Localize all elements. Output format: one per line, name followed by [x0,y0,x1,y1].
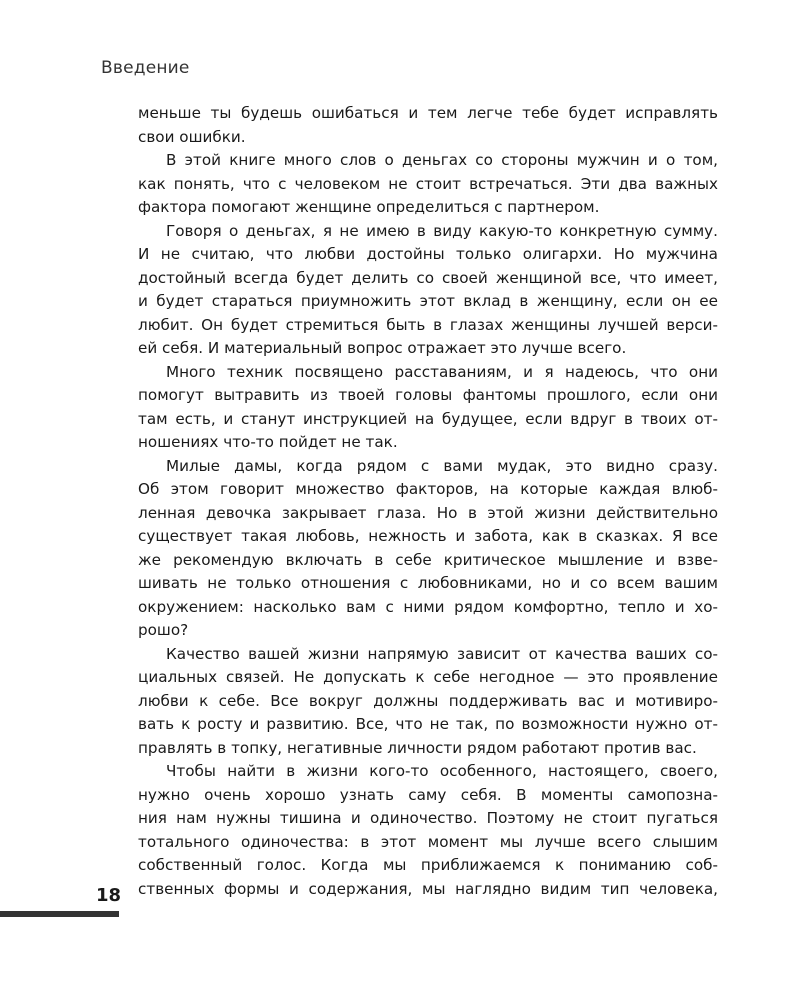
text-line: Говоря о деньгах, я не имею в виду какую-то конкретную сумму. [166,221,718,240]
text-line: Милые дамы, когда рядом с вами мудак, это видно сразу. [166,456,718,475]
text-line: шивать не только отношения с любовниками, но и со всем вашим [138,574,718,592]
text-line: рошо? [138,621,189,639]
text-line: Качество вашей жизни напрямую зависит от качества ваших со- [166,644,718,663]
text-line: ния нам нужны тишина и одиночество. Поэтому не стоит пугаться [138,809,718,827]
text-line: же рекомендую включать в себе критическое мышление и взве- [138,550,718,569]
text-line: помогут вытравить из твоей головы фантомы прошлого, если они [138,386,718,404]
text-line: ственных формы и содержания, мы наглядно видим тип человека, [138,879,718,898]
text-line: собственный голос. Когда мы приближаемся к пониманию соб- [138,856,718,874]
text-line: правлять в топку, негативные личности рядом работают против вас. [138,738,697,757]
text-line: как понять, что с человеком не стоит встречаться. Эти два важных [138,174,718,193]
text-line: Чтобы найти в жизни кого-то особенного, настоящего, своего, [166,762,718,780]
text-line: нужно очень хорошо узнать саму себя. В моменты самопозна- [138,785,718,804]
text-line: ей себя. И материальный вопрос отражает это лучше всего. [138,339,627,357]
text-line: там есть, и станут инструкцией на будущее, если вдруг в твоих от- [138,409,718,428]
text-line: Много техник посвящено расставаниям, и я надеюсь, что они [166,362,718,381]
text-line: любит. Он будет стремиться быть в глазах женщины лучшей верси- [138,315,718,334]
running-header: Введение [101,58,190,78]
text-line: ношениях что-то пойдет не так. [138,433,398,451]
text-line: тотального одиночества: в этот момент мы лучше всего слышим [138,832,718,851]
text-line: ленная девочка закрывает глаза. Но в этой жизни действительно [138,503,718,522]
text-line: окружением: насколько вам с ними рядом комфортно, тепло и хо- [138,597,718,616]
text-line: циальных связей. Не допускать к себе негодное — это проявление [138,668,718,686]
text-line: существует такая любовь, нежность и забота, как в сказках. Я все [138,527,718,545]
text-line: свои ошибки. [138,127,246,146]
text-line: Об этом говорит множество факторов, на которые каждая влюб- [138,480,718,498]
page-number: 18 [96,885,122,906]
text-line: меньше ты будешь ошибаться и тем легче тебе будет исправлять [138,104,718,122]
body-text [138,102,718,901]
text-line: достойный всегда будет делить со своей женщиной все, что имеет, [138,268,718,287]
text-line: И не считаю, что любви достойны только олигархи. Но мужчина [138,245,718,263]
text-line: и будет стараться приумножить этот вклад в женщину, если он ее [138,292,718,310]
text-line: любви к себе. Все вокруг должны поддерживать вас и мотивиро- [138,691,718,710]
text-line: В этой книге много слов о деньгах со стороны мужчин и о том, [166,151,718,169]
text-line: фактора помогают женщине определиться с партнером. [138,198,600,216]
footer-rule [0,911,119,917]
text-line: вать к росту и развитию. Все, что не так, по возможности нужно от- [138,715,718,733]
